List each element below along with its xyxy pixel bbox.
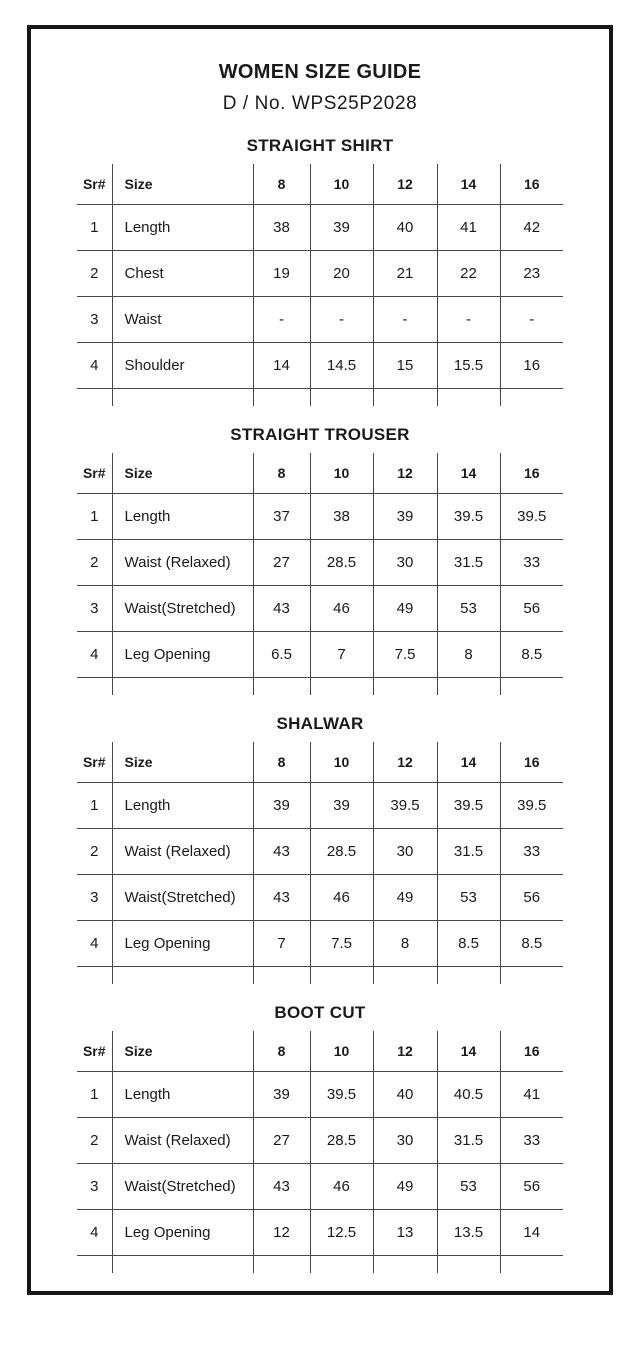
column-header-12: 12	[373, 453, 437, 494]
measurement-value-cell: 33	[500, 1118, 563, 1164]
measurement-value-cell: 8.5	[437, 921, 500, 967]
measurement-name-cell: Waist (Relaxed)	[112, 540, 253, 586]
measurement-name-cell: Leg Opening	[112, 921, 253, 967]
column-header-10: 10	[310, 1031, 373, 1072]
measurement-value-cell: 19	[253, 251, 310, 297]
size-table-straight-shirt	[77, 164, 563, 406]
sr-cell: 3	[77, 875, 112, 921]
column-header-10: 10	[310, 742, 373, 783]
sr-cell: 4	[77, 632, 112, 678]
measurement-value-cell: 39	[310, 205, 373, 251]
measurement-value-cell: 53	[437, 1164, 500, 1210]
table-row	[77, 251, 563, 297]
measurement-value-cell: 49	[373, 875, 437, 921]
spacer-cell	[112, 1256, 253, 1274]
measurement-name-cell: Waist(Stretched)	[112, 1164, 253, 1210]
measurement-value-cell: 40	[373, 205, 437, 251]
measurement-value-cell: 49	[373, 1164, 437, 1210]
measurement-value-cell: 39	[253, 1072, 310, 1118]
measurement-value-cell: 7	[310, 632, 373, 678]
measurement-value-cell: 33	[500, 829, 563, 875]
column-header-14: 14	[437, 453, 500, 494]
spacer-cell	[253, 967, 310, 985]
spacer-cell	[437, 389, 500, 407]
measurement-value-cell: -	[500, 297, 563, 343]
spacer-cell	[253, 389, 310, 407]
measurement-value-cell: -	[310, 297, 373, 343]
measurement-value-cell: 27	[253, 540, 310, 586]
table-row	[77, 343, 563, 389]
size-section-boot-cut	[31, 1002, 609, 1273]
measurement-value-cell: 30	[373, 829, 437, 875]
column-header-10: 10	[310, 453, 373, 494]
measurement-value-cell: -	[253, 297, 310, 343]
page-title: WOMEN SIZE GUIDE	[218, 61, 422, 83]
sr-cell: 2	[77, 540, 112, 586]
table-row	[77, 1210, 563, 1256]
measurement-value-cell: 41	[437, 205, 500, 251]
column-header-10: 10	[310, 164, 373, 205]
spacer-cell	[310, 389, 373, 407]
measurement-value-cell: 15	[373, 343, 437, 389]
measurement-value-cell: 14	[253, 343, 310, 389]
sr-cell: 1	[77, 494, 112, 540]
spacer-cell	[77, 967, 112, 985]
column-header-size: Size	[112, 1031, 253, 1072]
size-table-body	[77, 783, 563, 985]
spacer-cell	[437, 1256, 500, 1274]
header-row	[77, 164, 563, 205]
table-row	[77, 1072, 563, 1118]
spacer-row	[77, 1256, 563, 1274]
spacer-cell	[112, 389, 253, 407]
measurement-value-cell: 13	[373, 1210, 437, 1256]
measurement-value-cell: 28.5	[310, 540, 373, 586]
spacer-cell	[310, 1256, 373, 1274]
size-table-body	[77, 1072, 563, 1274]
measurement-name-cell: Length	[112, 205, 253, 251]
column-header-14: 14	[437, 1031, 500, 1072]
measurement-value-cell: 12	[253, 1210, 310, 1256]
column-header-16: 16	[500, 164, 563, 205]
measurement-value-cell: 39.5	[437, 783, 500, 829]
measurement-value-cell: 43	[253, 1164, 310, 1210]
column-header-14: 14	[437, 164, 500, 205]
size-table-body	[77, 205, 563, 407]
measurement-value-cell: 8	[373, 921, 437, 967]
section-heading: STRAIGHT SHIRT	[246, 136, 394, 155]
measurement-value-cell: 39	[253, 783, 310, 829]
column-header-sr: Sr#	[77, 164, 112, 205]
measurement-name-cell: Length	[112, 1072, 253, 1118]
table-row	[77, 632, 563, 678]
column-header-12: 12	[373, 164, 437, 205]
spacer-cell	[437, 967, 500, 985]
measurement-name-cell: Length	[112, 494, 253, 540]
size-table-head	[77, 742, 563, 783]
measurement-value-cell: 30	[373, 1118, 437, 1164]
table-row	[77, 1164, 563, 1210]
table-row	[77, 297, 563, 343]
measurement-value-cell: 46	[310, 586, 373, 632]
sections	[31, 135, 609, 1273]
measurement-name-cell: Chest	[112, 251, 253, 297]
measurement-value-cell: 56	[500, 1164, 563, 1210]
measurement-value-cell: -	[437, 297, 500, 343]
sr-cell: 3	[77, 586, 112, 632]
column-header-sr: Sr#	[77, 742, 112, 783]
size-table-body	[77, 494, 563, 696]
column-header-sr: Sr#	[77, 1031, 112, 1072]
column-header-12: 12	[373, 742, 437, 783]
table-row	[77, 1118, 563, 1164]
measurement-value-cell: 33	[500, 540, 563, 586]
table-row	[77, 875, 563, 921]
measurement-value-cell: 8.5	[500, 632, 563, 678]
spacer-row	[77, 678, 563, 696]
measurement-value-cell: 14.5	[310, 343, 373, 389]
measurement-value-cell: 39	[373, 494, 437, 540]
section-heading: STRAIGHT TROUSER	[230, 425, 410, 444]
measurement-name-cell: Waist (Relaxed)	[112, 829, 253, 875]
measurement-name-cell: Length	[112, 783, 253, 829]
measurement-value-cell: 46	[310, 875, 373, 921]
measurement-value-cell: 15.5	[437, 343, 500, 389]
sr-cell: 1	[77, 783, 112, 829]
measurement-value-cell: 39.5	[437, 494, 500, 540]
spacer-cell	[500, 678, 563, 696]
measurement-value-cell: 41	[500, 1072, 563, 1118]
measurement-value-cell: 31.5	[437, 829, 500, 875]
measurement-value-cell: 53	[437, 875, 500, 921]
measurement-value-cell: 28.5	[310, 1118, 373, 1164]
measurement-value-cell: 40	[373, 1072, 437, 1118]
spacer-cell	[500, 967, 563, 985]
spacer-cell	[77, 1256, 112, 1274]
column-header-sr: Sr#	[77, 453, 112, 494]
spacer-cell	[500, 1256, 563, 1274]
measurement-value-cell: 46	[310, 1164, 373, 1210]
table-row	[77, 829, 563, 875]
measurement-value-cell: 22	[437, 251, 500, 297]
sr-cell: 4	[77, 921, 112, 967]
measurement-value-cell: 28.5	[310, 829, 373, 875]
measurement-value-cell: 37	[253, 494, 310, 540]
size-table-head	[77, 453, 563, 494]
measurement-value-cell: 8	[437, 632, 500, 678]
measurement-value-cell: 31.5	[437, 540, 500, 586]
spacer-cell	[253, 678, 310, 696]
header-row	[77, 742, 563, 783]
measurement-value-cell: 39.5	[310, 1072, 373, 1118]
table-row	[77, 783, 563, 829]
size-guide-frame	[27, 25, 613, 1295]
column-header-8: 8	[253, 164, 310, 205]
spacer-cell	[253, 1256, 310, 1274]
measurement-value-cell: 7.5	[373, 632, 437, 678]
measurement-value-cell: 8.5	[500, 921, 563, 967]
spacer-cell	[112, 678, 253, 696]
measurement-value-cell: 21	[373, 251, 437, 297]
measurement-value-cell: 39.5	[500, 494, 563, 540]
column-header-16: 16	[500, 742, 563, 783]
column-header-size: Size	[112, 742, 253, 783]
table-row	[77, 921, 563, 967]
spacer-cell	[310, 678, 373, 696]
measurement-value-cell: 38	[310, 494, 373, 540]
measurement-value-cell: 23	[500, 251, 563, 297]
spacer-cell	[373, 678, 437, 696]
measurement-value-cell: -	[373, 297, 437, 343]
section-heading: BOOT CUT	[274, 1003, 366, 1022]
column-header-14: 14	[437, 742, 500, 783]
column-header-8: 8	[253, 742, 310, 783]
measurement-value-cell: 14	[500, 1210, 563, 1256]
size-table-head	[77, 164, 563, 205]
spacer-cell	[373, 389, 437, 407]
measurement-value-cell: 27	[253, 1118, 310, 1164]
spacer-cell	[373, 967, 437, 985]
measurement-value-cell: 13.5	[437, 1210, 500, 1256]
measurement-value-cell: 16	[500, 343, 563, 389]
section-heading: SHALWAR	[276, 714, 364, 733]
header-row	[77, 1031, 563, 1072]
size-table-head	[77, 1031, 563, 1072]
spacer-cell	[310, 967, 373, 985]
measurement-value-cell: 38	[253, 205, 310, 251]
measurement-name-cell: Shoulder	[112, 343, 253, 389]
measurement-value-cell: 56	[500, 586, 563, 632]
table-row	[77, 205, 563, 251]
measurement-value-cell: 43	[253, 586, 310, 632]
measurement-value-cell: 56	[500, 875, 563, 921]
sr-cell: 4	[77, 343, 112, 389]
size-table-shalwar	[77, 742, 563, 984]
sr-cell: 1	[77, 205, 112, 251]
measurement-value-cell: 39.5	[500, 783, 563, 829]
column-header-16: 16	[500, 1031, 563, 1072]
measurement-name-cell: Waist	[112, 297, 253, 343]
measurement-value-cell: 30	[373, 540, 437, 586]
measurement-value-cell: 20	[310, 251, 373, 297]
spacer-row	[77, 967, 563, 985]
measurement-value-cell: 43	[253, 875, 310, 921]
measurement-value-cell: 7	[253, 921, 310, 967]
measurement-value-cell: 39	[310, 783, 373, 829]
measurement-value-cell: 43	[253, 829, 310, 875]
spacer-cell	[500, 389, 563, 407]
sr-cell: 4	[77, 1210, 112, 1256]
measurement-name-cell: Leg Opening	[112, 1210, 253, 1256]
column-header-8: 8	[253, 1031, 310, 1072]
size-table-boot-cut	[77, 1031, 563, 1273]
measurement-name-cell: Leg Opening	[112, 632, 253, 678]
header-row	[77, 453, 563, 494]
measurement-name-cell: Waist(Stretched)	[112, 586, 253, 632]
measurement-name-cell: Waist (Relaxed)	[112, 1118, 253, 1164]
measurement-value-cell: 7.5	[310, 921, 373, 967]
table-row	[77, 540, 563, 586]
size-section-shalwar	[31, 713, 609, 984]
sr-cell: 3	[77, 1164, 112, 1210]
measurement-name-cell: Waist(Stretched)	[112, 875, 253, 921]
column-header-8: 8	[253, 453, 310, 494]
size-section-straight-trouser	[31, 424, 609, 695]
measurement-value-cell: 31.5	[437, 1118, 500, 1164]
sr-cell: 2	[77, 829, 112, 875]
spacer-cell	[77, 389, 112, 407]
column-header-16: 16	[500, 453, 563, 494]
sr-cell: 1	[77, 1072, 112, 1118]
measurement-value-cell: 12.5	[310, 1210, 373, 1256]
column-header-size: Size	[112, 164, 253, 205]
spacer-cell	[437, 678, 500, 696]
measurement-value-cell: 53	[437, 586, 500, 632]
measurement-value-cell: 39.5	[373, 783, 437, 829]
measurement-value-cell: 6.5	[253, 632, 310, 678]
spacer-cell	[77, 678, 112, 696]
table-row	[77, 494, 563, 540]
size-section-straight-shirt	[31, 135, 609, 406]
size-table-straight-trouser	[77, 453, 563, 695]
spacer-row	[77, 389, 563, 407]
sr-cell: 2	[77, 1118, 112, 1164]
spacer-cell	[112, 967, 253, 985]
measurement-value-cell: 49	[373, 586, 437, 632]
table-row	[77, 586, 563, 632]
measurement-value-cell: 42	[500, 205, 563, 251]
measurement-value-cell: 40.5	[437, 1072, 500, 1118]
spacer-cell	[373, 1256, 437, 1274]
sr-cell: 3	[77, 297, 112, 343]
column-header-12: 12	[373, 1031, 437, 1072]
column-header-size: Size	[112, 453, 253, 494]
sr-cell: 2	[77, 251, 112, 297]
design-number: D / No. WPS25P2028	[222, 93, 418, 114]
